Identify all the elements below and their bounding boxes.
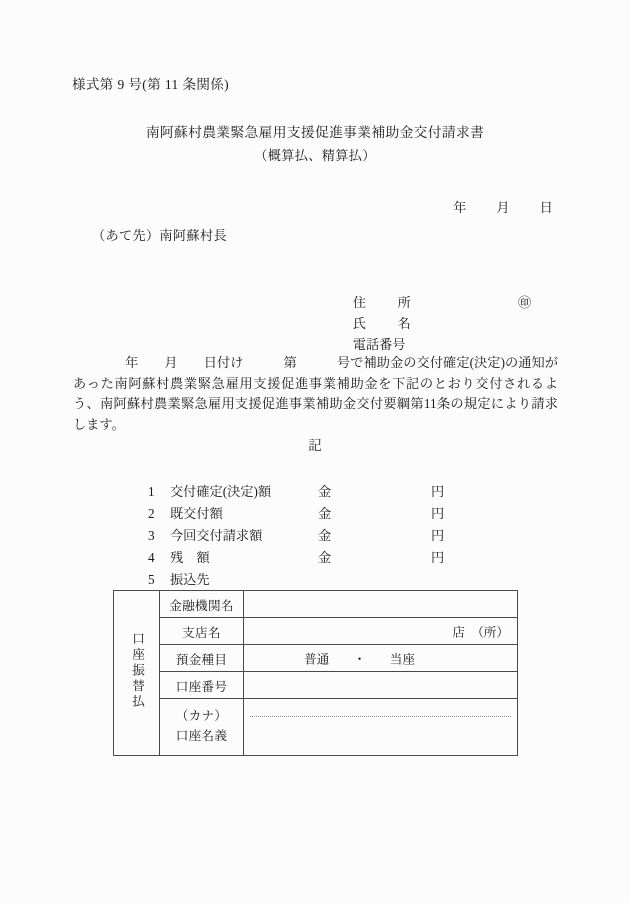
item-number: 5 [148,572,155,587]
body-number-prefix: 第 [283,355,297,370]
list-item [148,481,445,503]
bank-table-side-label: 口座振替払 [130,632,145,710]
items-list [148,481,445,591]
list-item [148,503,445,525]
item-label: 交付確定(決定)額 [170,484,272,499]
table-row [114,699,518,756]
item-amount-label: 金 [318,484,332,499]
body-year-blank: 年 [125,355,139,370]
date-day-label: 日 [539,200,553,216]
account-holder-input[interactable] [244,699,518,756]
item-label: 残 額 [170,550,210,565]
item-unit: 円 [431,506,445,521]
bank-institution-label: 金融機関名 [160,591,244,618]
phone-label: 電話番号 [352,337,406,352]
account-holder-label-cell [160,699,244,756]
ki-marker: 記 [308,438,322,453]
bank-table-side-label-cell [114,591,160,756]
name-label: 氏名 [352,316,411,331]
body-line3: 農業緊急雇用支援促進事業補助金交付要綱第11条の規定により請求します。 [73,396,558,432]
body-month-blank: 月 [164,355,178,370]
item-number: 3 [148,528,155,543]
table-row [114,645,518,672]
address-label: 住所 [352,295,411,310]
account-holder-kana-label: （カナ） [175,709,228,724]
body-paragraph [73,353,558,435]
item-label: 既交付額 [170,506,223,521]
account-number-label: 口座番号 [160,672,244,699]
deposit-type-choices [304,649,415,668]
item-number: 1 [148,484,155,499]
applicant-name-row [333,292,532,331]
table-row [114,591,518,618]
body-line1-tail: 号で補助金の交付確定(決定)の通知があっ [73,355,559,391]
list-item [148,569,210,591]
bank-institution-input[interactable] [244,591,518,618]
option-futsuu[interactable]: 普通 [304,652,330,667]
page-subtitle: （概算払、精算払） [254,148,376,163]
deposit-type-options[interactable] [244,645,518,672]
item-unit: 円 [431,528,445,543]
bank-transfer-table [113,590,518,756]
item-unit: 円 [431,484,445,499]
branch-name-input[interactable] [244,618,518,645]
list-item [148,547,445,569]
date-year-label: 年 [453,200,467,216]
addressee: （あて先）南阿蘇村長 [92,228,227,243]
body-day-blank: 日付け [203,355,244,370]
table-row [114,672,518,699]
account-number-input[interactable] [244,672,518,699]
item-amount-label: 金 [318,528,332,543]
date-month-label: 月 [496,200,510,216]
deposit-type-label: 預金種目 [160,645,244,672]
option-touza[interactable]: 当座 [389,652,415,667]
table-row [114,618,518,645]
page-title: 南阿蘇村農業緊急雇用支援促進事業補助金交付請求書 [145,125,485,140]
branch-suffix: 店 （所） [452,625,509,640]
item-label: 振込先 [170,572,210,587]
date-line [440,188,553,228]
list-item [148,525,445,547]
applicant-phone-row [333,313,411,352]
item-label: 今回交付請求額 [170,528,263,543]
applicant-block [333,271,532,352]
kana-guide-line [250,716,511,717]
branch-name-label: 支店名 [160,618,244,645]
option-separator: ・ [353,652,366,667]
applicant-address-row [333,271,411,310]
item-number: 2 [148,506,155,521]
item-number: 4 [148,550,155,565]
account-holder-name-label: 口座名義 [175,729,228,743]
item-unit: 円 [431,550,445,565]
item-amount-label: 金 [318,550,332,565]
form-number: 様式第 9 号(第 11 条関係) [72,77,230,92]
item-amount-label: 金 [318,506,332,521]
seal-icon: ㊞ [518,295,532,310]
body-line2: た南阿蘇村農業緊急雇用支援促進事業補助金を下記のとおり交付されるよう、南阿蘇村 [73,375,559,411]
